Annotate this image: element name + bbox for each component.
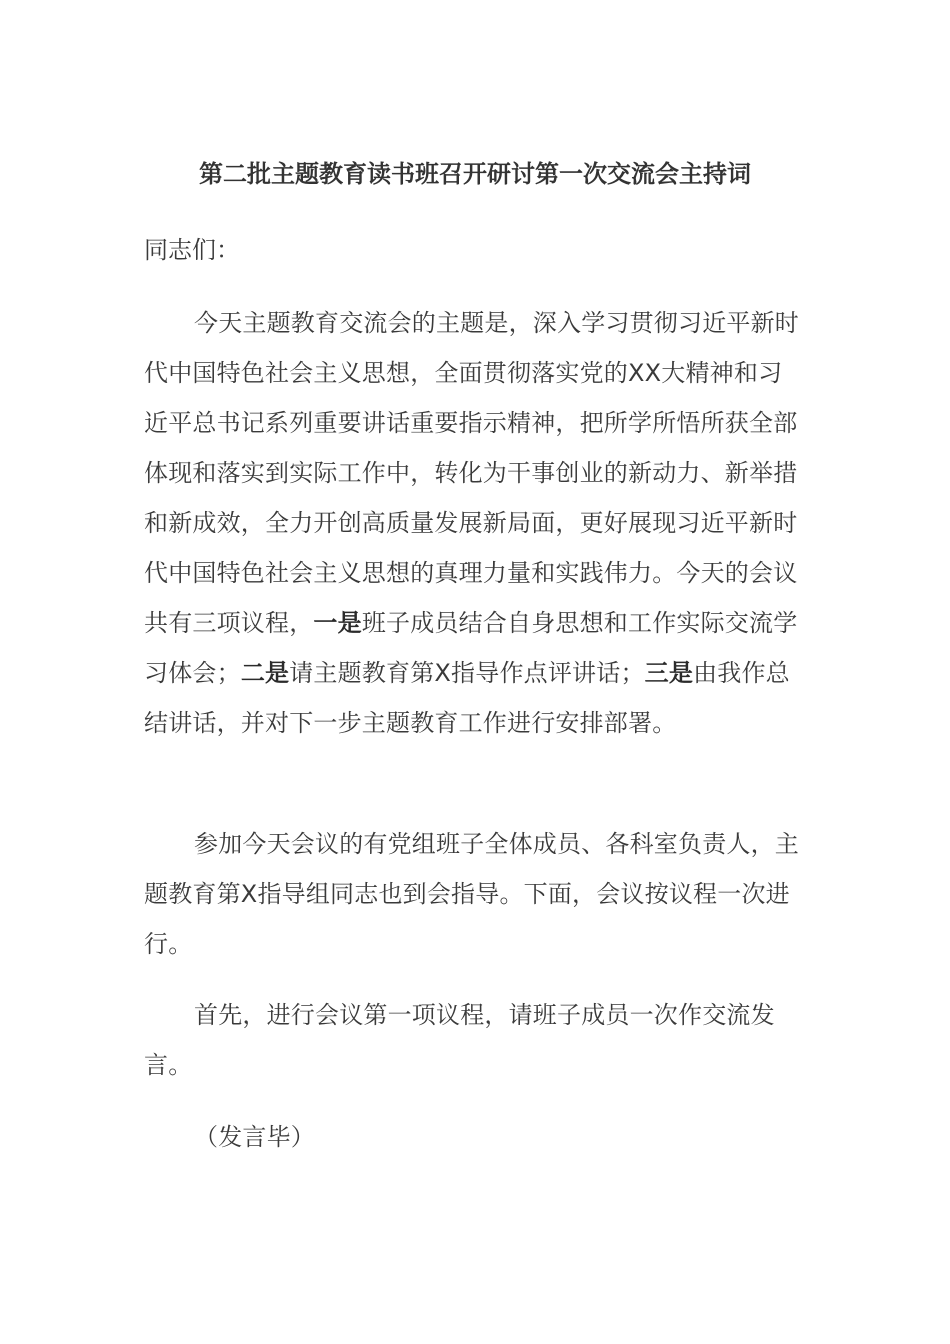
paragraph-agenda [144, 298, 806, 748]
greeting: 同志们： [144, 236, 240, 264]
agenda-item-3-label: 三是 [644, 659, 694, 687]
agenda-item-1-label: 一是 [313, 609, 362, 637]
agenda-item-2-label: 二是 [240, 659, 290, 687]
agenda-text-4: 由我作总结讲话，并对下一步主题教育工作进行安排部署。 [144, 659, 790, 737]
agenda-text-3: 请主题教育第X指导作点评讲话； [289, 659, 645, 687]
agenda-text-2: 班子成员结合自身思想和工作实际交流学习体会； [144, 609, 798, 687]
paragraph-speech-end: （发言毕） [194, 1123, 315, 1151]
paragraph-first-item: 首先，进行会议第一项议程，请班子成员一次作交流发言。 [144, 1001, 775, 1079]
agenda-text-1: 今天主题教育交流会的主题是，深入学习贯彻习近平新时代中国特色社会主义思想，全面贯彻落实党的XX大精神和习近平总书记系列重要讲话重要指示精神，把所学所悟所获全部体现和落实到实际工作中，转化为干事创业的新动力、新举措和新成效，全力开创高质量发展新局面，更好展现习近平新时代中国特色社会主义思想的真理力量和实践伟力。今天的会议共有三项议程， [144, 309, 799, 637]
paragraph-attendees: 参加今天会议的有党组班子全体成员、各科室负责人，主题教育第X指导组同志也到会指导。下面，会议按议程一次进行。 [144, 830, 799, 958]
document-title: 第二批主题教育读书班召开研讨第一次交流会主持词 [199, 160, 751, 188]
